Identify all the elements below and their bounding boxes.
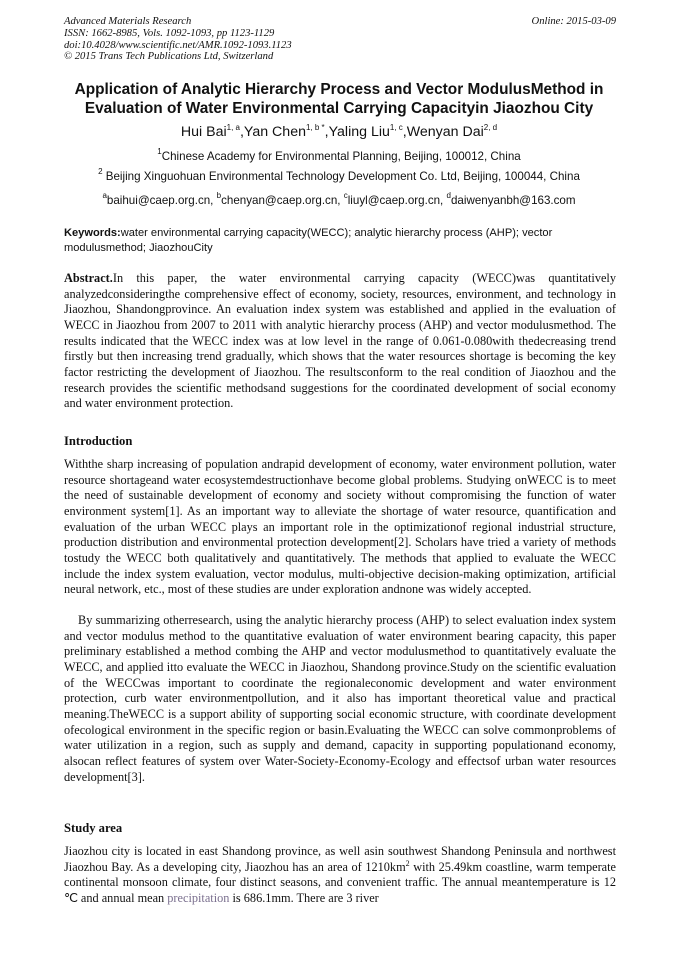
author-name: Wenyan Dai	[406, 124, 484, 140]
introduction-paragraph-1: Withthe sharp increasing of population andrapid development of economy, water environment pollution, water resource shortageand water ecosystemdestructionhave become global problems. Studying onWECC is to meet the need of sustainable development of economy and society without compromising the function of water environment system[1]. As an important way to alleviate the shortage of water resource, quantification and evaluation of the urban WECC plays an important role in the optimizationof regional industrial structure, production distribution and environmental protection development[2]. Scholars have tried a variety of methods tostudy the WECC both qualitatively and quantitatively. The methods that applied to evaluate the WECC include the index system evaluation, vector modulus, multi-objective decision-making optimization, artificial neural network, etc., most of these studies are under exploration andnone was widely accepted.	[64, 457, 616, 597]
affiliation-2	[40, 167, 638, 184]
abstract-text: In this paper, the water environmental carrying capacity (WECC)was quantitatively analyzedconsideringthe comprehensive effect of economy, society, resources, environment, and technology in Jiaozhou, Shandongprovince. An evaluation index system was established and applied in the evaluation of WECC in Jiaozhou from 2007 to 2011 with analytic hierarchy process (AHP) and vector modulusmethod. The results indicated that the WECC index was at low level in the range of 0.061-0.080with thedecreasing trend firstly but then increasing trend gradually, which shows that the water resources shortage is becoming the key factor restricting the development of Jiaozhou. The resultsconform to the real condition of Jiaozhou and the research provides the scientific methodsand suggestions for the coordinated development of social economy and water environment protection.	[64, 271, 616, 411]
precipitation-highlight: precipitation	[167, 890, 230, 905]
study-area-heading: Study area	[64, 821, 123, 835]
author-list	[40, 122, 638, 142]
email-mark: c	[343, 191, 348, 200]
study-area-paragraph	[64, 844, 616, 907]
area-unit-superscript: 2	[405, 858, 410, 868]
email-address: liuyl@caep.org.cn,	[347, 194, 447, 207]
author-separator: ,	[239, 124, 244, 140]
publication-metadata	[64, 16, 616, 63]
paper-title	[40, 80, 638, 118]
email-address: daiwenyanbh@163.com	[450, 194, 576, 207]
email-address: chenyan@caep.org.cn,	[221, 194, 344, 207]
author-separator: ,	[402, 124, 407, 140]
affiliation-mark: 2	[98, 167, 103, 176]
abstract-paragraph	[64, 271, 616, 412]
email-list	[40, 191, 638, 208]
author-separator: ,	[324, 124, 329, 140]
keywords-block	[64, 226, 616, 255]
online-date: Online: 2015-03-09	[531, 16, 616, 27]
keywords-text: water environmental carrying capacity(WECC); analytic hierarchy process (AHP); vector modulusmethod; JiaozhouCity	[64, 227, 553, 254]
author-affiliation-mark: 1, a	[226, 123, 240, 132]
author-affiliation-mark: 1, c	[389, 123, 403, 132]
email-mark: a	[102, 191, 107, 200]
doi-line: doi:10.4028/www.scientific.net/AMR.1092-1093.1123	[64, 39, 292, 51]
copyright-line: © 2015 Trans Tech Publications Ltd, Switzerland	[64, 51, 274, 63]
abstract-label: Abstract.	[64, 271, 113, 285]
title-line-2: Evaluation of Water Environmental Carrying Capacityin Jiaozhou City	[84, 100, 594, 117]
title-line-1: Application of Analytic Hierarchy Process and Vector ModulusMethod in	[74, 81, 604, 98]
study-area-text-part-1: Jiaozhou city is located in east Shandong province, as well asin southwest Shandong Peninsula and northwest Jiaozhou Bay. As a developing city, Jiaozhou has an area of 1210km	[64, 844, 616, 874]
affiliation-text: Beijing Xinguohuan Environmental Technology Development Co. Ltd, Beijing, 100044, China	[102, 170, 580, 183]
author-affiliation-mark: 2, d	[483, 123, 498, 132]
author-name: Yan Chen	[243, 124, 306, 140]
author-name: Hui Bai	[180, 124, 227, 140]
keywords-label: Keywords:	[64, 227, 121, 239]
email-mark: d	[446, 191, 451, 200]
journal-name: Advanced Materials Research	[64, 16, 192, 27]
affiliation-mark: 1	[157, 147, 162, 156]
email-address: baihui@caep.org.cn,	[106, 194, 217, 207]
author-affiliation-mark: 1, b *	[305, 123, 325, 132]
introduction-paragraph-2: By summarizing otherresearch, using the analytic hierarchy process (AHP) to select evaluation index system and vector modulus method to the quantitative evaluation of water environment bearing capacity, this paper preliminary established a method combing the AHP and vector modulusmethod to quantitatively evaluate the WECC, and applied itto evaluate the WECC in Jiaozhou, Shandong province.Study on the scientific evaluation of the WECCwas important to coordinate the regionaleconomic development and water environment protection, curb water environmentpollution, and it also has important theoretical value and practical meaning.TheWECC is a support ability of supporting social economic structure, with coordinate development ofecological environment in the specific region or basin.Evaluating the WECC can solve commonproblems of water utilization in a region, such as supply and demand, capacity in supporting populationand economy, alsocan reflect features of system over Water-Society-Economy-Ecology and effectsof urban water resources development[3].	[64, 613, 616, 784]
issn-line: ISSN: 1662-8985, Vols. 1092-1093, pp 1123-1129	[64, 27, 275, 39]
study-area-text-part-2: with 25.49km coastline, warm temperate continental monsoon climate, four distinct seasons, and convenient traffic. The annual meantemperature is 12 ℃ and annual mean	[64, 859, 617, 905]
affiliation-1	[40, 147, 638, 164]
introduction-heading: Introduction	[64, 434, 133, 448]
study-area-text-part-3: is 686.1mm. There are 3 river	[229, 890, 379, 905]
email-mark: b	[216, 191, 222, 200]
author-name: Yaling Liu	[328, 124, 390, 140]
affiliation-text: Chinese Academy for Environmental Planning, Beijing, 100012, China	[161, 150, 521, 163]
